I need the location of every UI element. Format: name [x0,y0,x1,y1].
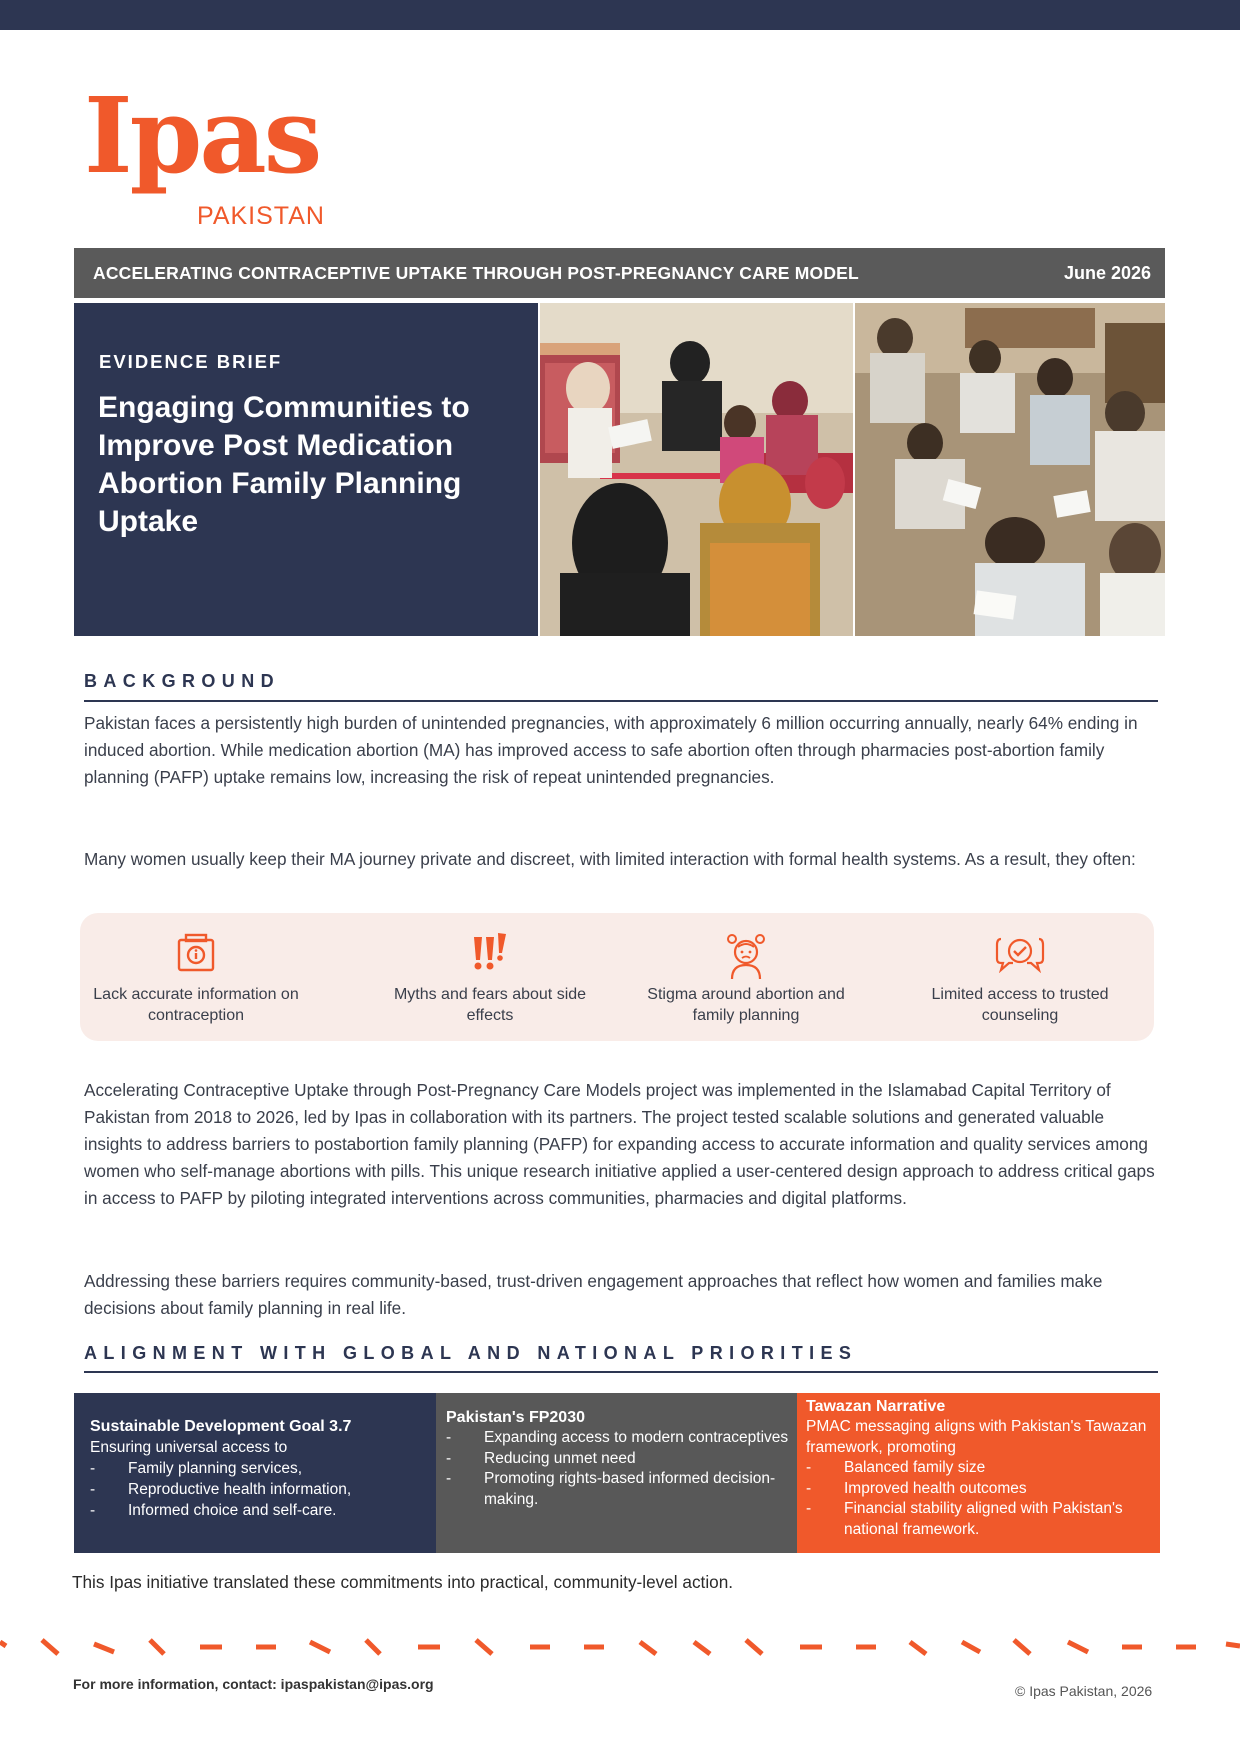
information-box-icon [176,933,216,973]
tawazan-title: Tawazan Narrative [806,1398,946,1415]
background-heading: BACKGROUND [84,671,280,691]
list-item: - Promoting rights-based informed decision-making. [446,1469,797,1510]
list-item: - Financial stability aligned with Pakistan's national framework. [806,1499,1160,1540]
closing-statement: This Ipas initiative translated these commitments into practical, community-level action. [72,1572,734,1592]
decorative-dash-divider [0,1632,1240,1672]
sdg-intro: Ensuring universal access to [90,1439,288,1456]
frustrated-person-icon [726,933,766,981]
list-item: - Expanding access to modern contraceptives [446,1428,797,1449]
hero-title: Engaging Communities to Improve Post Medication Abortion Family Planning Uptake [98,391,470,538]
photo-women-group [540,303,853,636]
barrier-label: Stigma around abortion and family planning [647,986,845,1024]
sdg-column [74,1393,436,1553]
barriers-panel [80,913,1154,1041]
exclamation-marks-icon [470,933,510,973]
background-paragraph-3: Accelerating Contraceptive Uptake through Post-Pregnancy Care Models project was implemented in the Islamabad Capital Territory of Pakistan from 2018 to 2026, led by Ipas in collaboration with its partners. The project tested scalable solutions and generated valuable insights to address barriers to postabortion family planning (PAFP) for expanding access to accurate information and quality services among women who self-manage abortions with pills. This unique research initiative applied a user-centered design approach to address critical gaps in access to PAFP by piloting integrated interventions across communities, pharmacies and digital platforms. [84,1080,1155,1208]
tawazan-intro: PMAC messaging aligns with Pakistan's Tawazan framework, promoting [806,1418,1147,1456]
copyright: © Ipas Pakistan, 2026 [1015,1683,1153,1699]
alignment-heading: ALIGNMENT WITH GLOBAL AND NATIONAL PRIORITIES [84,1343,858,1363]
barrier-label: Limited access to trusted counseling [931,986,1109,1024]
background-paragraph-4: Addressing these barriers requires community-based, trust-driven engagement approaches that reflect how women and families make decisions about family planning in real life. [84,1271,1103,1318]
background-rule [84,700,1158,702]
sdg-title: Sustainable Development Goal 3.7 [90,1418,352,1435]
hero-kicker: EVIDENCE BRIEF [99,351,283,372]
barrier-item [380,913,600,1041]
alignment-grid [74,1393,1160,1553]
list-item: - Informed choice and self-care. [90,1500,436,1521]
list-item: - Reducing unmet need [446,1449,797,1470]
ipas-logo [84,74,354,234]
tawazan-list [806,1458,1160,1540]
list-item: - Improved health outcomes [806,1479,1160,1500]
fp2030-list [446,1428,797,1510]
logo-word: Ipas [84,74,320,197]
barrier-label: Lack accurate information on contraception [93,986,299,1024]
background-paragraph-1: Pakistan faces a persistently high burden of unintended pregnancies, with approximately 6 million occurring annually, nearly 64% ending in induced abortion. While medication abortion (MA) has improved access to safe abortion often through pharmacies post-abortion family planning (PAFP) uptake remains low, increasing the risk of repeat unintended pregnancies. [84,713,1138,787]
list-item: - Reproductive health information, [90,1479,436,1500]
list-item: - Family planning services, [90,1458,436,1479]
project-title: ACCELERATING CONTRACEPTIVE UPTAKE THROUGH POST-PREGNANCY CARE MODEL [93,262,859,283]
speech-bubbles-check-icon [995,933,1045,973]
hero-panel [74,303,538,636]
publication-date: June 2026 [1063,262,1151,283]
barrier-item [636,913,856,1041]
background-paragraph-2: Many women usually keep their MA journey private and discreet, with limited interaction with formal health systems. As a result, they often: [84,849,1136,869]
logo-subtitle: PAKISTAN [197,202,325,230]
photo-men-group [855,303,1165,636]
fp2030-title: Pakistan's FP2030 [446,1409,585,1426]
top-bar [0,0,1240,30]
barrier-label: Myths and fears about side effects [393,986,587,1024]
list-item: - Balanced family size [806,1458,1160,1479]
barrier-item [910,913,1130,1041]
fp2030-column [436,1393,797,1553]
contact-line: For more information, contact: ipaspakistan@ipas.org [73,1676,434,1692]
sdg-list [90,1458,436,1521]
barrier-item [86,913,306,1041]
title-strip [74,248,1165,298]
hero-section [74,303,1165,636]
tawazan-column [797,1393,1160,1553]
alignment-rule [84,1371,1158,1373]
